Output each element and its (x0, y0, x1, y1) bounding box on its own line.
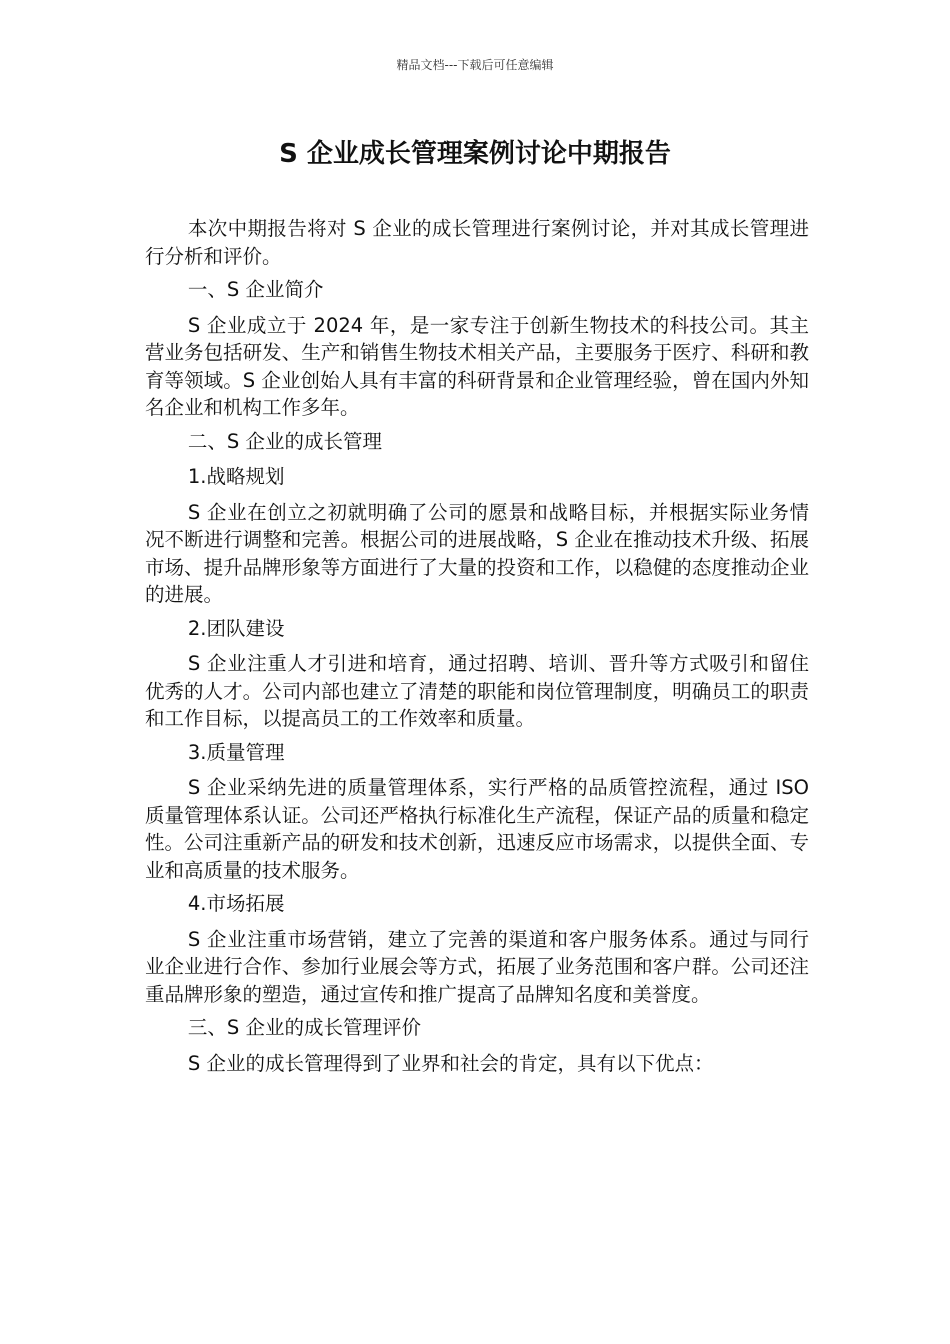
paragraph-evaluation: S 企业的成长管理得到了业界和社会的肯定，具有以下优点： (187, 1051, 714, 1075)
document-title: S 企业成长管理案例讨论中期报告 (279, 139, 671, 169)
paragraph-quality: S 企业采纳先进的质量管理体系，实行严格的品质管控流程，通过 ISO 质量管理体系认证。公司还严格执行标准化生产流程，保证产品的质量和稳定性。公司注重新产品的研发和技术创新，迅速反应市场需求，以提供全面、专业和高质量的技术服务。 (145, 776, 809, 882)
paragraph-market: S 企业注重市场营销，建立了完善的渠道和客户服务体系。通过与同行业企业进行合作、参加行业展会等方式，拓展了业务范围和客户群。公司还注重品牌形象的塑造，通过宣传和推广提高了品牌知名度和美誉度。 (145, 927, 809, 1006)
header-note: 精品文档---下载后可任意编辑 (396, 58, 554, 72)
paragraph-company-intro: S 企业成立于 2024 年，是一家专注于创新生物技术的科技公司。其主营业务包括研发、生产和销售生物技术相关产品，主要服务于医疗、科研和教育等领域。S 企业创始人具有丰富的科研背景和企业管理经验，曾在国内外知名企业和机构工作多年。 (145, 313, 809, 419)
subsection-heading-quality: 3.质量管理 (187, 740, 285, 764)
subsection-heading-strategy: 1.战略规划 (187, 465, 285, 488)
paragraph-intro: 本次中期报告将对 S 企业的成长管理进行案例讨论，并对其成长管理进行分析和评价。 (145, 217, 809, 268)
subsection-heading-team: 2.团队建设 (187, 616, 285, 640)
section-heading-3: 三、S 企业的成长管理评价 (187, 1016, 421, 1039)
subsection-heading-market: 4.市场拓展 (187, 892, 285, 915)
section-heading-2: 二、S 企业的成长管理 (187, 429, 382, 453)
section-heading-1: 一、S 企业简介 (187, 278, 324, 301)
document-body (145, 215, 809, 1083)
paragraph-team: S 企业注重人才引进和培育，通过招聘、培训、晋升等方式吸引和留住优秀的人才。公司内部也建立了清楚的职能和岗位管理制度，明确员工的职责和工作目标，以提高员工的工作效率和质量。 (145, 652, 809, 730)
paragraph-strategy: S 企业在创立之初就明确了公司的愿景和战略目标，并根据实际业务情况不断进行调整和完善。根据公司的进展战略，S 企业在推动技术升级、拓展市场、提升品牌形象等方面进行了大量的投资和工作，以稳健的态度推动企业的进展。 (145, 500, 809, 606)
